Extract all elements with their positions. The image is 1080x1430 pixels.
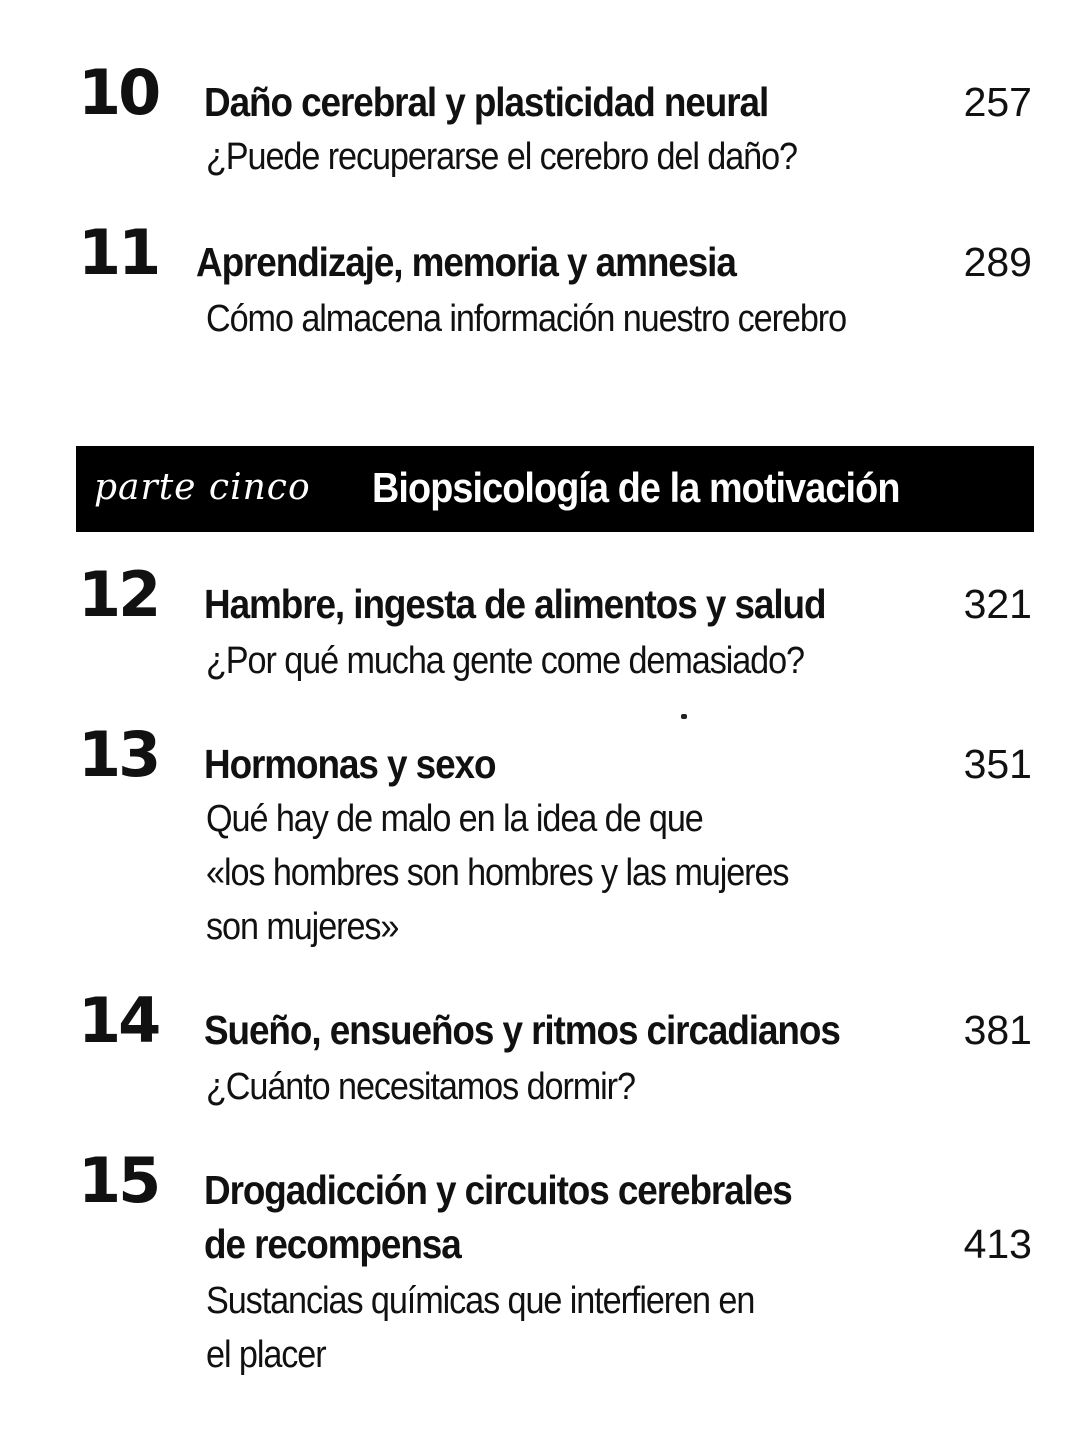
chapter-page: 257 — [963, 79, 1032, 125]
chapter-page: 351 — [963, 741, 1032, 787]
part-title: Biopsicología de la motivación — [372, 464, 900, 511]
part-banner — [76, 446, 1034, 532]
chapter-subtitle-line-1: Qué hay de malo en la idea de que — [206, 798, 703, 840]
chapter-subtitle-line-1: Sustancias químicas que interfieren en — [206, 1280, 755, 1322]
chapter-number: 11 — [78, 216, 159, 289]
chapter-title: Daño cerebral y plasticidad neural — [204, 79, 769, 125]
chapter-subtitle-line-3: son mujeres» — [206, 906, 399, 948]
chapter-number: 15 — [78, 1144, 159, 1217]
chapter-number: 13 — [78, 718, 159, 791]
chapter-page: 381 — [963, 1007, 1032, 1053]
chapter-page: 289 — [963, 239, 1032, 285]
chapter-subtitle-line-2: «los hombres son hombres y las mujeres — [206, 852, 789, 894]
speck — [681, 714, 687, 719]
chapter-subtitle: ¿Por qué mucha gente come demasiado? — [206, 640, 805, 682]
chapter-subtitle: ¿Cuánto necesitamos dormir? — [206, 1066, 635, 1108]
chapter-number: 10 — [78, 56, 159, 129]
chapter-title: Hambre, ingesta de alimentos y salud — [204, 581, 826, 627]
chapter-subtitle: Cómo almacena información nuestro cerebro — [206, 298, 847, 340]
chapter-title-line-2: de recompensa — [204, 1221, 461, 1267]
chapter-number: 14 — [78, 984, 159, 1057]
chapter-page: 321 — [963, 581, 1032, 627]
chapter-title: Aprendizaje, memoria y amnesia — [196, 239, 736, 285]
chapter-title: Sueño, ensueños y ritmos circadianos — [204, 1007, 840, 1053]
chapter-subtitle-line-2: el placer — [206, 1334, 326, 1376]
part-label: parte cinco — [94, 467, 311, 508]
chapter-page: 413 — [963, 1221, 1032, 1267]
chapter-title: Hormonas y sexo — [204, 741, 496, 787]
chapter-title-line-1: Drogadicción y circuitos cerebrales — [204, 1167, 792, 1213]
chapter-subtitle: ¿Puede recuperarse el cerebro del daño? — [206, 136, 797, 178]
chapter-number: 12 — [78, 558, 159, 631]
